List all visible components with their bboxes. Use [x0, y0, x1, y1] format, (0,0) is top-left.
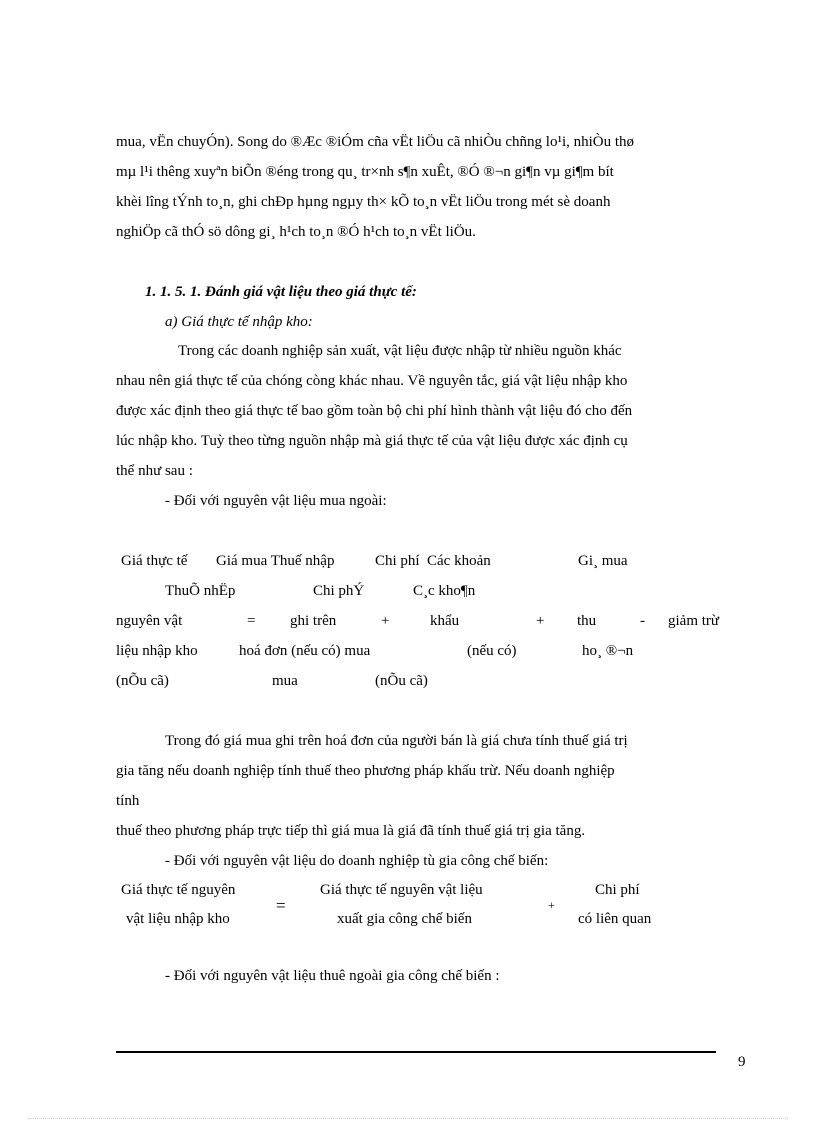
formula-term: Giá thực tế: [121, 553, 188, 569]
formula-term: nguyên vật: [116, 613, 183, 629]
formula-term: C¸c kho¶n: [413, 583, 476, 599]
formula-term: thu: [577, 613, 597, 629]
paragraph-line: khèi lîng tÝnh to¸n, ghi chÐp hµng ngµy th× kÕ to¸n vËt liÖu trong mét sè doanh: [116, 194, 611, 210]
paragraph-line: nghiÖp cã thÓ sö dông gi¸ h¹ch to¸n ®Ó h¹ch to¸n vËt liÖu.: [116, 224, 476, 240]
formula-term: (nếu có): [467, 643, 517, 659]
formula-term: mua: [272, 673, 298, 689]
formula-term: Giá thực tế nguyên: [121, 882, 236, 898]
subheading: a) Giá thực tế nhập kho:: [165, 314, 313, 330]
bullet-item: - Đối với nguyên vật liệu do doanh nghiệp tù gia công chế biến:: [165, 853, 549, 869]
formula-term: Giá mua Thuế nhập: [216, 553, 335, 569]
formula-operator: -: [640, 613, 645, 629]
formula-term: Gi¸ mua: [578, 553, 628, 569]
paragraph-line: Trong các doanh nghiệp sản xuất, vật liệu được nhập từ nhiều nguồn khác: [178, 343, 622, 359]
page-number: 9: [738, 1054, 746, 1070]
formula-term: ho¸ ®¬n: [582, 643, 634, 659]
formula-term: ThuÕ nhËp: [165, 583, 236, 599]
formula-term: Chi phí: [375, 553, 420, 569]
paragraph-line: lúc nhập kho. Tuỳ theo từng nguồn nhập mà giá thực tế của vật liệu được xác định cụ: [116, 433, 628, 449]
paragraph-line: gia tăng nếu doanh nghiệp tính thuế theo phương pháp khấu trừ. Nếu doanh nghiệp: [116, 763, 615, 779]
formula-term: có liên quan: [578, 911, 652, 927]
footer-rule: [116, 1051, 716, 1053]
formula-term: (nÕu cã): [116, 673, 169, 689]
paragraph-line: được xác định theo giá thực tế bao gồm toàn bộ chi phí hình thành vật liệu đó cho đến: [116, 403, 633, 419]
formula-term: khẩu: [430, 613, 460, 629]
formula-term: (nÕu cã): [375, 673, 428, 689]
paragraph-line: tính: [116, 793, 140, 809]
formula-operator: +: [536, 613, 545, 629]
formula-operator: +: [381, 613, 390, 629]
formula-term: ghi trên: [290, 613, 337, 629]
section-heading: 1. 1. 5. 1. Đánh giá vật liệu theo giá thực tế:: [145, 284, 417, 300]
formula-term: hoá đơn (nếu có) mua: [239, 643, 371, 659]
page-border-dotted: [28, 1118, 788, 1119]
paragraph-line: mµ l¹i thêng xuyªn biÕn ®éng trong qu¸ tr×nh s¶n xuÊt, ®Ó ®¬n gi¶n vµ gi¶m bít: [116, 164, 614, 180]
formula-term: vật liệu nhập kho: [126, 911, 230, 927]
paragraph-line: thuế theo phương pháp trực tiếp thì giá mua là giá đã tính thuế giá trị gia tăng.: [116, 823, 586, 839]
formula-term: xuất gia công chế biến: [337, 911, 472, 927]
formula-term: liệu nhập kho: [116, 643, 198, 659]
formula-term: Các khoản: [427, 553, 491, 569]
formula-term: Chi phí: [595, 882, 640, 898]
formula-operator: =: [276, 896, 286, 915]
paragraph-line: nhau nên giá thực tế của chóng còng khác nhau. Về nguyên tắc, giá vật liệu nhập kho: [116, 373, 628, 389]
paragraph-line: thể như sau :: [116, 463, 193, 479]
formula-term: Giá thực tế nguyên vật liệu: [320, 882, 483, 898]
formula-operator: +: [548, 898, 555, 912]
formula-operator: =: [247, 613, 256, 629]
formula-term: giảm trừ: [668, 613, 720, 629]
paragraph-line: mua, vËn chuyÓn). Song do ®Æc ®iÓm cña vËt liÖu cã nhiÒu chñng lo¹i, nhiÒu thø: [116, 134, 635, 150]
bullet-item: - Đối với nguyên vật liệu thuê ngoài gia công chế biến :: [165, 968, 500, 984]
formula-term: Chi phÝ: [313, 583, 365, 599]
paragraph-line: Trong đó giá mua ghi trên hoá đơn của người bán là giá chưa tính thuế giá trị: [165, 733, 628, 749]
bullet-item: - Đối với nguyên vật liệu mua ngoài:: [165, 493, 387, 509]
